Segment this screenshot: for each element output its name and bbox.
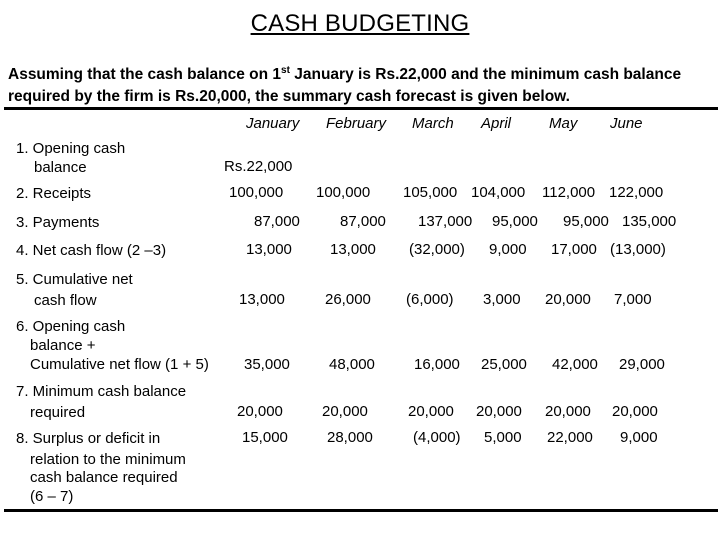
row-2-value-april: 104,000 <box>471 184 526 201</box>
row-3-label: 3. Payments <box>16 214 100 231</box>
row-5-value-february: 26,000 <box>325 291 371 308</box>
row-5-value-june: 7,000 <box>614 291 652 308</box>
row-7-value-june: 20,000 <box>612 403 658 420</box>
header-june: June <box>610 115 643 132</box>
row-7-value-march: 20,000 <box>408 403 454 420</box>
row-2-value-january: 100,000 <box>229 184 284 201</box>
row-5-label-line-1: 5. Cumulative net <box>16 271 133 288</box>
row-3-value-march: 137,000 <box>418 213 473 230</box>
intro-paragraph <box>8 60 708 108</box>
row-6-value-march: 16,000 <box>414 356 460 373</box>
header-january: January <box>246 115 300 132</box>
row-8-value-april: 5,000 <box>484 429 522 446</box>
row-3-value-june: 135,000 <box>622 213 677 230</box>
page-title: CASH BUDGETING <box>250 10 470 37</box>
intro-text-part1: Assuming that the cash balance on 1 <box>8 66 282 84</box>
row-8-value-march: (4,000) <box>413 429 461 446</box>
intro-superscript: st <box>281 65 290 76</box>
row-4-value-june: (13,000) <box>610 241 666 258</box>
row-8-label-line-1: 8. Surplus or deficit in <box>16 430 161 447</box>
row-3-value-may: 95,000 <box>563 213 609 230</box>
row-7-label-line-1: 7. Minimum cash balance <box>16 383 187 400</box>
header-february: February <box>326 115 387 132</box>
row-2-value-march: 105,000 <box>403 184 458 201</box>
row-2-label: 2. Receipts <box>16 185 92 202</box>
row-6-value-january: 35,000 <box>244 356 290 373</box>
row-4-value-may: 17,000 <box>551 241 597 258</box>
row-4-value-march: (32,000) <box>409 241 465 258</box>
row-6-value-may: 42,000 <box>552 356 598 373</box>
row-1-value-january: Rs.22,000 <box>224 158 293 175</box>
row-7-value-april: 20,000 <box>476 403 522 420</box>
row-4-label: 4. Net cash flow (2 –3) <box>16 242 167 259</box>
row-8-value-january: 15,000 <box>242 429 288 446</box>
row-1-label-line-1: 1. Opening cash <box>16 140 126 157</box>
row-5-label-line-2: cash flow <box>34 292 97 309</box>
row-5-value-january: 13,000 <box>239 291 285 308</box>
row-4-value-february: 13,000 <box>330 241 376 258</box>
row-8-value-may: 22,000 <box>547 429 593 446</box>
row-6-value-june: 29,000 <box>619 356 665 373</box>
row-8-value-february: 28,000 <box>327 429 373 446</box>
row-3-value-february: 87,000 <box>340 213 386 230</box>
row-2-value-february: 100,000 <box>316 184 371 201</box>
row-8-label-line-2: relation to the minimum <box>30 451 186 468</box>
header-march: March <box>412 115 454 132</box>
row-5-value-april: 3,000 <box>483 291 521 308</box>
row-3-value-january: 87,000 <box>254 213 300 230</box>
row-3-value-april: 95,000 <box>492 213 538 230</box>
table-bottom-rule <box>4 509 718 512</box>
row-7-label-line-2: required <box>30 404 86 421</box>
row-7-value-february: 20,000 <box>322 403 368 420</box>
row-7-value-may: 20,000 <box>545 403 591 420</box>
row-5-value-may: 20,000 <box>545 291 591 308</box>
row-2-value-june: 122,000 <box>609 184 664 201</box>
table-top-rule <box>4 107 718 110</box>
row-7-value-january: 20,000 <box>237 403 283 420</box>
row-5-value-march: (6,000) <box>406 291 454 308</box>
row-6-value-february: 48,000 <box>329 356 375 373</box>
row-6-label-line-3: Cumulative net flow (1 + 5) <box>30 356 209 373</box>
intro-text-part2: January is Rs.22,000 and the minimum cash balance required by the firm is Rs.20,000, the summary cash forecast is given below. <box>8 66 682 106</box>
row-6-label-line-1: 6. Opening cash <box>16 318 126 335</box>
row-4-value-january: 13,000 <box>246 241 292 258</box>
row-6-value-april: 25,000 <box>481 356 527 373</box>
header-april: April <box>481 115 512 132</box>
row-1-label-line-2: balance <box>34 159 87 176</box>
row-4-value-april: 9,000 <box>489 241 527 258</box>
row-8-label-line-3: cash balance required <box>30 469 178 486</box>
row-8-value-june: 9,000 <box>620 429 658 446</box>
row-2-value-may: 112,000 <box>542 184 596 201</box>
row-8-label-line-4: (6 – 7) <box>30 488 74 505</box>
row-6-label-line-2: balance + <box>30 337 96 354</box>
header-may: May <box>549 115 578 132</box>
